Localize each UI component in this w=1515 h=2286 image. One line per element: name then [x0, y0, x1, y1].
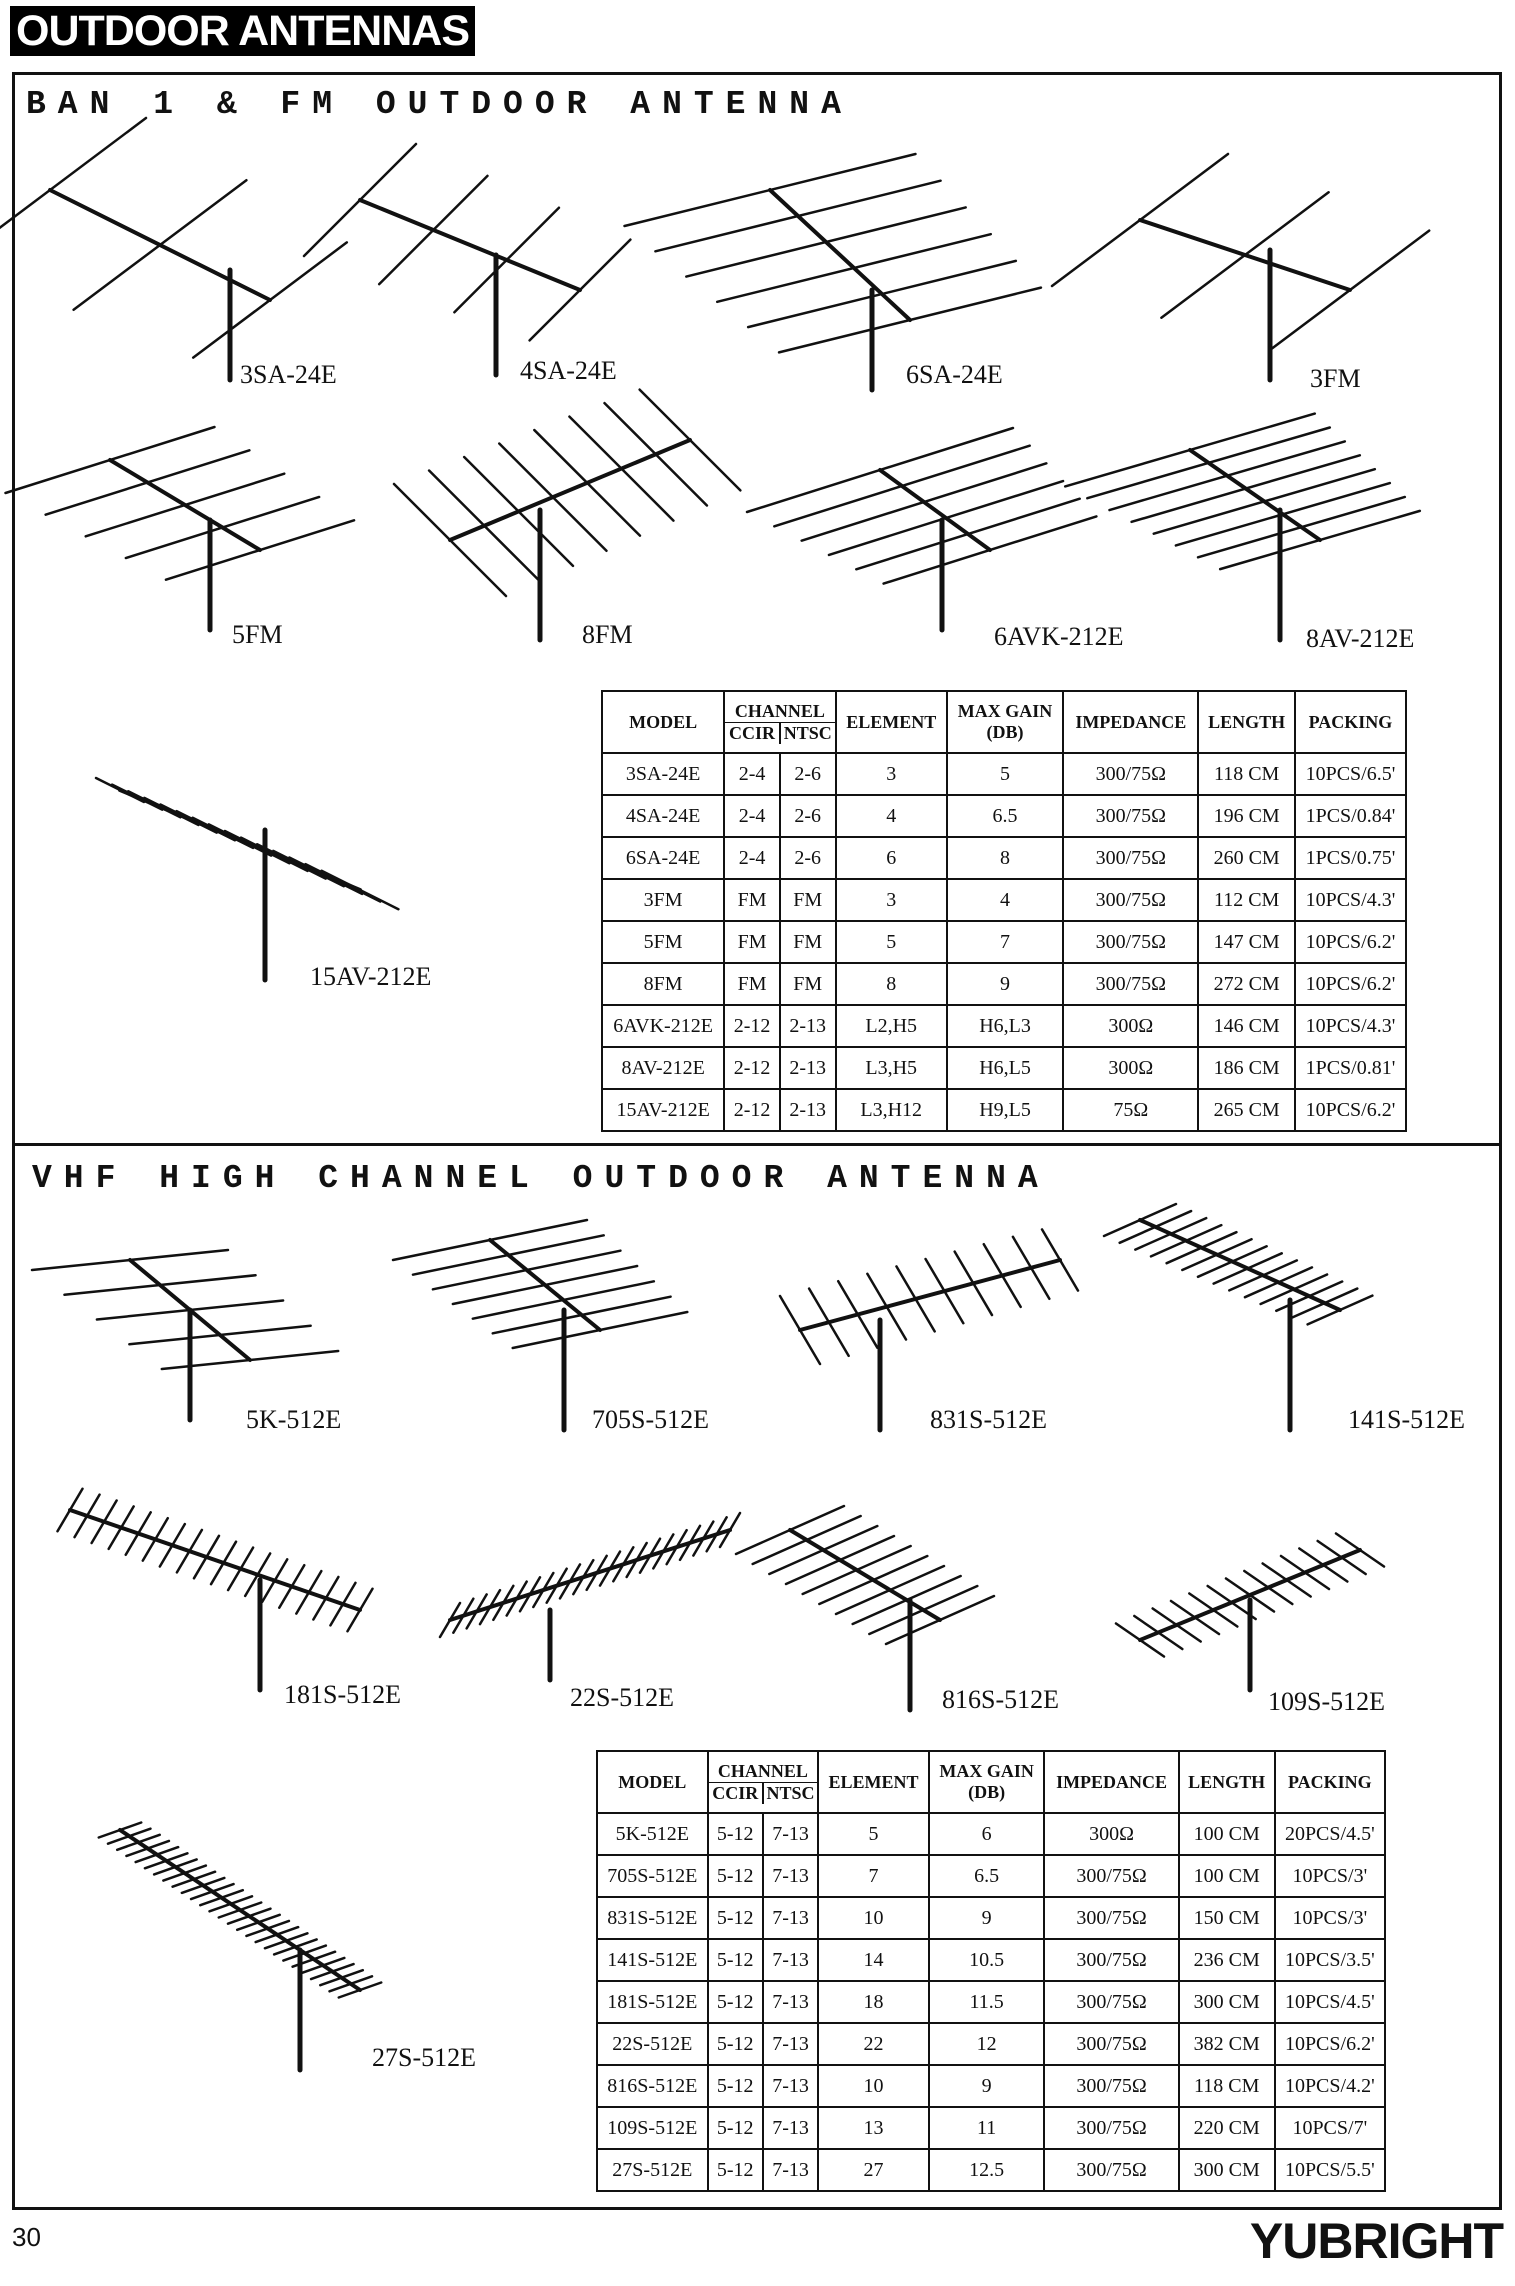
antenna-label: 181S-512E: [284, 1680, 401, 1709]
table-cell: 5-12: [708, 2065, 763, 2107]
table-row: [597, 1813, 1385, 1855]
antenna-label: 15AV-212E: [310, 962, 432, 991]
table-cell: 10PCS/6.2': [1295, 1089, 1406, 1131]
spec-table-ban1-fm: [601, 690, 1407, 1132]
table-cell: 13: [818, 2107, 929, 2149]
table-cell: 2-4: [724, 795, 780, 837]
header-max-gain: MAX GAIN (DB): [929, 1751, 1045, 1813]
table-cell: 5K-512E: [597, 1813, 708, 1855]
table-cell: 300/75Ω: [1063, 753, 1198, 795]
table-cell: 220 CM: [1179, 2107, 1275, 2149]
antenna-label: 5K-512E: [246, 1405, 342, 1434]
table-cell: 27: [818, 2149, 929, 2191]
table-cell: 12.5: [929, 2149, 1045, 2191]
table-cell: 112 CM: [1198, 879, 1295, 921]
table-cell: 10PCS/4.3': [1295, 1005, 1406, 1047]
table-cell: 300/75Ω: [1044, 1939, 1178, 1981]
table-cell: L3,H5: [836, 1047, 947, 1089]
antenna-label: 831S-512E: [930, 1405, 1047, 1434]
table-cell: 9: [947, 963, 1063, 1005]
table-cell: 2-6: [780, 837, 836, 879]
header-element: ELEMENT: [818, 1751, 929, 1813]
table-cell: 10PCS/5.5': [1275, 2149, 1385, 2191]
table-cell: 300/75Ω: [1063, 921, 1198, 963]
table-cell: 5FM: [602, 921, 724, 963]
table-row: [602, 921, 1406, 963]
table-cell: 9: [929, 2065, 1045, 2107]
section-title-vhf-high: VHF HIGH CHANNEL OUTDOOR ANTENNA: [32, 1160, 1050, 1197]
table-row: [597, 1855, 1385, 1897]
header-element: ELEMENT: [836, 691, 947, 753]
table-cell: 147 CM: [1198, 921, 1295, 963]
table-cell: 3SA-24E: [602, 753, 724, 795]
table-cell: 4SA-24E: [602, 795, 724, 837]
antenna-label: 816S-512E: [942, 1685, 1059, 1714]
table-cell: FM: [780, 879, 836, 921]
table-cell: 18: [818, 1981, 929, 2023]
table-row: [602, 1005, 1406, 1047]
table-cell: 10PCS/6.2': [1295, 921, 1406, 963]
antenna-label: 22S-512E: [570, 1683, 674, 1712]
antenna-label: 27S-512E: [372, 2043, 476, 2072]
table-row: [597, 2065, 1385, 2107]
header-channel: CHANNEL CCIR NTSC: [724, 691, 835, 753]
table-cell: 181S-512E: [597, 1981, 708, 2023]
antenna-drawing-icon: [100, 1810, 400, 2050]
antenna-label: 8AV-212E: [1306, 624, 1415, 653]
table-row: [602, 879, 1406, 921]
antenna-drawing-icon: [700, 150, 1000, 390]
table-cell: H6,L3: [947, 1005, 1063, 1047]
table-cell: 5-12: [708, 1855, 763, 1897]
table-cell: 300 CM: [1179, 1981, 1275, 2023]
table-cell: 14: [818, 1939, 929, 1981]
table-cell: 2-12: [724, 1005, 780, 1047]
table-cell: 10: [818, 1897, 929, 1939]
table-cell: 705S-512E: [597, 1855, 708, 1897]
table-cell: 3: [836, 753, 947, 795]
table-cell: 12: [929, 2023, 1045, 2065]
table-cell: 5-12: [708, 1939, 763, 1981]
antenna-drawing-icon: [1120, 150, 1420, 390]
table-row: [602, 1089, 1406, 1131]
table-cell: FM: [780, 921, 836, 963]
table-cell: 1PCS/0.84': [1295, 795, 1406, 837]
table-cell: 260 CM: [1198, 837, 1295, 879]
page-number: 30: [12, 2222, 41, 2252]
table-cell: 7-13: [763, 1855, 818, 1897]
table-cell: 6.5: [929, 1855, 1045, 1897]
spec-table-vhf-high: [596, 1750, 1386, 2192]
table-cell: 5: [947, 753, 1063, 795]
table-cell: FM: [724, 879, 780, 921]
antenna-drawing-icon: [770, 450, 1070, 690]
table-cell: 11.5: [929, 1981, 1045, 2023]
table-cell: 300/75Ω: [1044, 1981, 1178, 2023]
table-row: [597, 1981, 1385, 2023]
table-cell: 3: [836, 879, 947, 921]
table-cell: 11: [929, 2107, 1045, 2149]
table-cell: 4: [836, 795, 947, 837]
table-cell: 10PCS/4.3': [1295, 879, 1406, 921]
table-cell: 22S-512E: [597, 2023, 708, 2065]
table-cell: 5-12: [708, 2149, 763, 2191]
table-cell: 236 CM: [1179, 1939, 1275, 1981]
table-row: [602, 837, 1406, 879]
table-row: [602, 753, 1406, 795]
antenna-drawing-icon: [430, 1510, 730, 1750]
header-length: LENGTH: [1179, 1751, 1275, 1813]
table-cell: 10PCS/6.2': [1295, 963, 1406, 1005]
table-cell: 265 CM: [1198, 1089, 1295, 1131]
antenna-label: 705S-512E: [592, 1405, 709, 1434]
table-cell: 10PCS/7': [1275, 2107, 1385, 2149]
table-cell: 10PCS/4.2': [1275, 2065, 1385, 2107]
table-cell: 20PCS/4.5': [1275, 1813, 1385, 1855]
table-row: [597, 1897, 1385, 1939]
table-row: [602, 1047, 1406, 1089]
header-length: LENGTH: [1198, 691, 1295, 753]
table-cell: 2-4: [724, 837, 780, 879]
table-cell: 816S-512E: [597, 2065, 708, 2107]
table-cell: 6: [929, 1813, 1045, 1855]
section-divider: [12, 1143, 1502, 1146]
header-packing: PACKING: [1295, 691, 1406, 753]
table-cell: 7: [947, 921, 1063, 963]
table-cell: 10PCS/3.5': [1275, 1939, 1385, 1981]
table-cell: 300/75Ω: [1044, 2023, 1178, 2065]
table-cell: 75Ω: [1063, 1089, 1198, 1131]
table-cell: L3,H12: [836, 1089, 947, 1131]
table-cell: 300Ω: [1063, 1047, 1198, 1089]
table-cell: H6,L5: [947, 1047, 1063, 1089]
antenna-label: 5FM: [232, 620, 283, 649]
table-cell: FM: [724, 921, 780, 963]
table-cell: 272 CM: [1198, 963, 1295, 1005]
table-cell: 5: [818, 1813, 929, 1855]
table-cell: 300/75Ω: [1063, 963, 1198, 1005]
antenna-drawing-icon: [740, 1240, 1040, 1480]
table-cell: 300Ω: [1044, 1813, 1178, 1855]
table-row: [597, 2107, 1385, 2149]
table-row: [597, 1939, 1385, 1981]
table-cell: 1PCS/0.75': [1295, 837, 1406, 879]
table-cell: 300/75Ω: [1044, 1897, 1178, 1939]
table-cell: 300 CM: [1179, 2149, 1275, 2191]
table-cell: 5: [836, 921, 947, 963]
table-cell: 15AV-212E: [602, 1089, 724, 1131]
table-cell: 7-13: [763, 2149, 818, 2191]
table-cell: 10PCS/3': [1275, 1897, 1385, 1939]
antenna-label: 109S-512E: [1268, 1687, 1385, 1716]
table-cell: 10: [818, 2065, 929, 2107]
table-cell: 2-13: [780, 1089, 836, 1131]
table-cell: 7-13: [763, 1981, 818, 2023]
table-cell: 5-12: [708, 1981, 763, 2023]
table-cell: 1PCS/0.81': [1295, 1047, 1406, 1089]
table-cell: 2-6: [780, 795, 836, 837]
table-cell: 7-13: [763, 1813, 818, 1855]
table-cell: 7-13: [763, 2065, 818, 2107]
table-cell: 5-12: [708, 2023, 763, 2065]
table-cell: 109S-512E: [597, 2107, 708, 2149]
table-cell: 831S-512E: [597, 1897, 708, 1939]
antenna-label: 6AVK-212E: [994, 622, 1124, 651]
table-cell: 6: [836, 837, 947, 879]
antenna-label: 141S-512E: [1348, 1405, 1465, 1434]
table-cell: 2-13: [780, 1047, 836, 1089]
table-cell: 10PCS/6.5': [1295, 753, 1406, 795]
header-model: MODEL: [602, 691, 724, 753]
antenna-label: 3SA-24E: [240, 360, 337, 389]
table-cell: 7-13: [763, 2107, 818, 2149]
table-cell: 141S-512E: [597, 1939, 708, 1981]
table-cell: 5-12: [708, 1897, 763, 1939]
table-cell: 8: [836, 963, 947, 1005]
header-max-gain: MAX GAIN (DB): [947, 691, 1063, 753]
header-model: MODEL: [597, 1751, 708, 1813]
table-cell: 8: [947, 837, 1063, 879]
antenna-label: 8FM: [582, 620, 633, 649]
table-cell: 7: [818, 1855, 929, 1897]
table-cell: 196 CM: [1198, 795, 1295, 837]
table-cell: 2-4: [724, 753, 780, 795]
table-cell: 186 CM: [1198, 1047, 1295, 1089]
antenna-label: 6SA-24E: [906, 360, 1003, 389]
brand-logo: YUBRIGHT: [1249, 2213, 1503, 2269]
table-cell: 22: [818, 2023, 929, 2065]
table-cell: 100 CM: [1179, 1813, 1275, 1855]
table-cell: 27S-512E: [597, 2149, 708, 2191]
table-cell: 5-12: [708, 2107, 763, 2149]
table-cell: 4: [947, 879, 1063, 921]
table-cell: 8FM: [602, 963, 724, 1005]
table-cell: 6.5: [947, 795, 1063, 837]
table-cell: 2-12: [724, 1047, 780, 1089]
table-cell: 10PCS/4.5': [1275, 1981, 1385, 2023]
table-cell: 300/75Ω: [1044, 1855, 1178, 1897]
header-channel: CHANNEL CCIR NTSC: [708, 1751, 819, 1813]
table-cell: 6AVK-212E: [602, 1005, 724, 1047]
table-cell: 2-12: [724, 1089, 780, 1131]
table-cell: 118 CM: [1179, 2065, 1275, 2107]
table-cell: 146 CM: [1198, 1005, 1295, 1047]
header-packing: PACKING: [1275, 1751, 1385, 1813]
table-cell: 300/75Ω: [1063, 879, 1198, 921]
table-cell: 300Ω: [1063, 1005, 1198, 1047]
section-title-ban1-fm: BAN 1 & FM OUTDOOR ANTENNA: [26, 86, 853, 123]
table-cell: 150 CM: [1179, 1897, 1275, 1939]
header-impedance: IMPEDANCE: [1044, 1751, 1178, 1813]
table-row: [602, 963, 1406, 1005]
table-row: [597, 2149, 1385, 2191]
table-cell: L2,H5: [836, 1005, 947, 1047]
table-cell: 10.5: [929, 1939, 1045, 1981]
table-cell: 300/75Ω: [1044, 2107, 1178, 2149]
table-cell: H9,L5: [947, 1089, 1063, 1131]
table-cell: 5-12: [708, 1813, 763, 1855]
table-row: [597, 2023, 1385, 2065]
table-cell: 300/75Ω: [1063, 795, 1198, 837]
table-cell: 3FM: [602, 879, 724, 921]
table-cell: 300/75Ω: [1044, 2065, 1178, 2107]
page-title: OUTDOOR ANTENNAS: [10, 6, 475, 56]
table-cell: 382 CM: [1179, 2023, 1275, 2065]
table-cell: 6SA-24E: [602, 837, 724, 879]
table-cell: 7-13: [763, 2023, 818, 2065]
table-cell: 2-13: [780, 1005, 836, 1047]
antenna-drawing-icon: [1100, 1200, 1400, 1440]
table-cell: 10PCS/3': [1275, 1855, 1385, 1897]
table-cell: 300/75Ω: [1044, 2149, 1178, 2191]
table-cell: FM: [780, 963, 836, 1005]
table-cell: 7-13: [763, 1897, 818, 1939]
table-cell: 300/75Ω: [1063, 837, 1198, 879]
antenna-label: 3FM: [1310, 364, 1361, 393]
table-row: [602, 795, 1406, 837]
table-cell: 2-6: [780, 753, 836, 795]
table-cell: 8AV-212E: [602, 1047, 724, 1089]
header-impedance: IMPEDANCE: [1063, 691, 1198, 753]
table-cell: 9: [929, 1897, 1045, 1939]
antenna-label: 4SA-24E: [520, 356, 617, 385]
table-cell: 10PCS/6.2': [1275, 2023, 1385, 2065]
table-cell: 118 CM: [1198, 753, 1295, 795]
table-cell: FM: [724, 963, 780, 1005]
table-cell: 100 CM: [1179, 1855, 1275, 1897]
table-cell: 7-13: [763, 1939, 818, 1981]
